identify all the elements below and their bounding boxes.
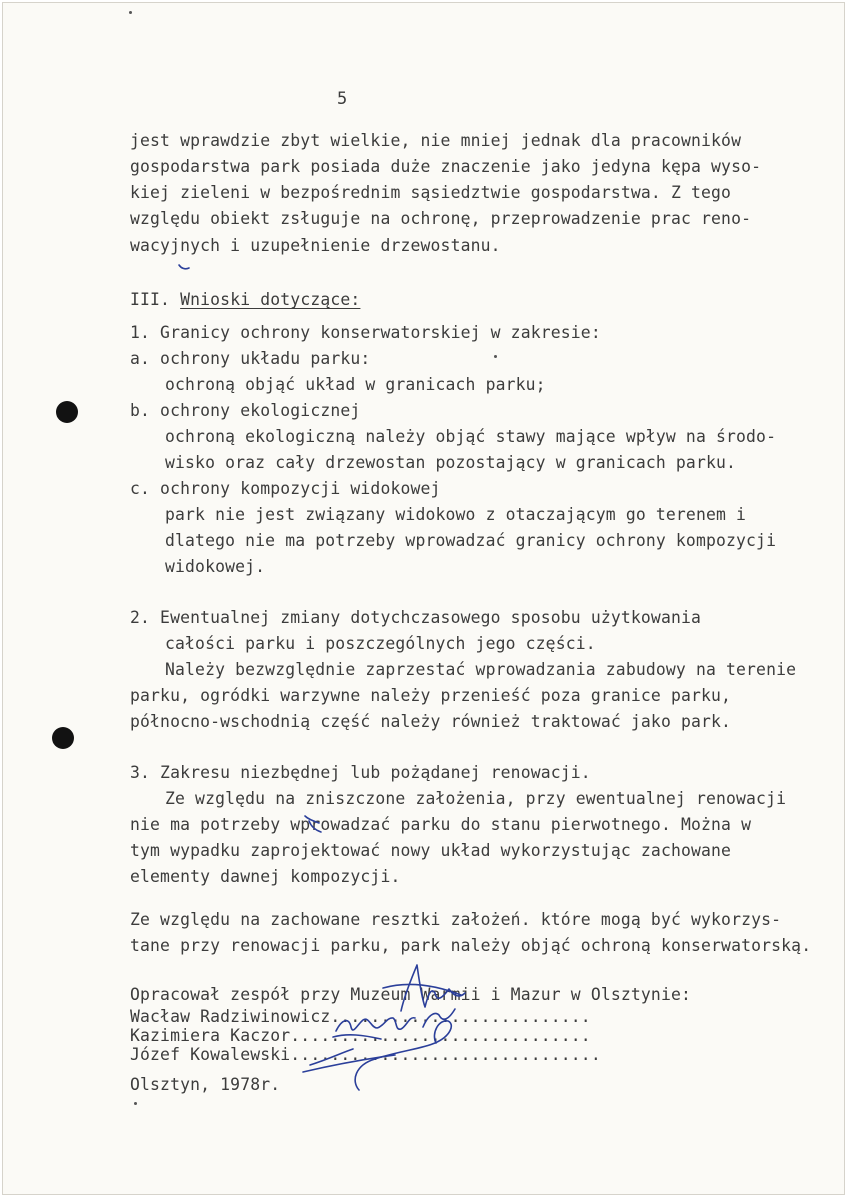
page-number: 5 — [337, 89, 348, 109]
intro-line: względu obiekt zsługuje na ochronę, przeprowadzenie prac reno- — [130, 209, 752, 228]
point-2-line: Należy bezwzględnie zaprzestać wprowadzania zabudowy na terenie — [165, 660, 797, 679]
point-3-line: Ze względu na zniszczone założenia, przy ewentualnej renowacji — [165, 789, 787, 808]
point-2-line: parku, ogródki warzywne należy przenieść poza granice parku, — [130, 686, 732, 705]
point-2-line: całości parku i poszczególnych jego części. — [165, 634, 596, 653]
punch-hole-top — [56, 401, 78, 423]
section-heading — [130, 290, 360, 310]
point-1a-heading: a. ochrony układu parku: — [130, 349, 371, 368]
point-3-line: tym wypadku zaprojektować nowy układ wykorzystując zachowane — [130, 841, 732, 860]
document-page — [2, 2, 845, 1195]
point-1a-text: ochroną objąć układ w granicach parku; — [165, 375, 546, 394]
point-1c-heading: c. ochrony kompozycji widokowej — [130, 479, 441, 498]
point-1b-heading: b. ochrony ekologicznej — [130, 401, 361, 420]
point-1c-line: park nie jest związany widokowo z otaczającym go terenem i — [165, 505, 747, 524]
point-1b-line: wisko oraz cały drzewostan pozostający w granicach parku. — [165, 453, 737, 472]
intro-line: gospodarstwa park posiada duże znaczenie jako jedyna kępa wyso- — [130, 157, 762, 176]
point-3-heading: 3. Zakresu niezbędnej lub pożądanej renowacji. — [130, 763, 591, 782]
section-title: Wnioski dotyczące: — [180, 290, 361, 309]
author-name: Józef Kowalewski............................... — [130, 1045, 601, 1064]
section-number: III. — [130, 290, 171, 309]
point-1-heading: 1. Granicy ochrony konserwatorskiej w zakresie: — [130, 323, 601, 342]
authors-heading: Opracował zespół przy Muzeum Warmii i Mazur w Olsztynie: — [130, 985, 692, 1004]
author-name: Kazimiera Kaczor.............................. — [130, 1026, 591, 1045]
author-name: Wacław Radziwinowicz.......................... — [130, 1007, 591, 1026]
point-3-line: nie ma potrzeby wprowadzać parku do stanu pierwotnego. Można w — [130, 815, 752, 834]
point-2-heading: 2. Ewentualnej zmiany dotychczasowego sposobu użytkowania — [130, 608, 702, 627]
punch-hole-bottom — [52, 727, 74, 749]
conclusion-line: Ze względu na zachowane resztki założeń. które mogą być wykorzys- — [130, 910, 782, 929]
intro-line: wacyjnych i uzupełnienie drzewostanu. — [130, 236, 501, 255]
point-1b-line: ochroną ekologiczną należy objąć stawy mające wpływ na środo- — [165, 427, 777, 446]
paper-speck — [129, 11, 132, 14]
point-2-line: północno-wschodnią część należy również traktować jako park. — [130, 712, 732, 731]
paper-speck — [494, 355, 497, 358]
point-1c-line: widokowej. — [165, 557, 266, 576]
paper-speck — [134, 1102, 137, 1105]
place-date: Olsztyn, 1978r. — [130, 1075, 281, 1094]
intro-line: kiej zieleni w bezpośrednim sąsiedztwie gospodarstwa. Z tego — [130, 183, 732, 202]
conclusion-line: tane przy renowacji parku, park należy objąć ochroną konserwatorską. — [130, 936, 812, 955]
point-3-line: elementy dawnej kompozycji. — [130, 867, 401, 886]
point-1c-line: dlatego nie ma potrzeby wprowadzać granicy ochrony kompozycji — [165, 531, 777, 550]
intro-line: jest wprawdzie zbyt wielkie, nie mniej jednak dla pracowników — [130, 131, 742, 150]
